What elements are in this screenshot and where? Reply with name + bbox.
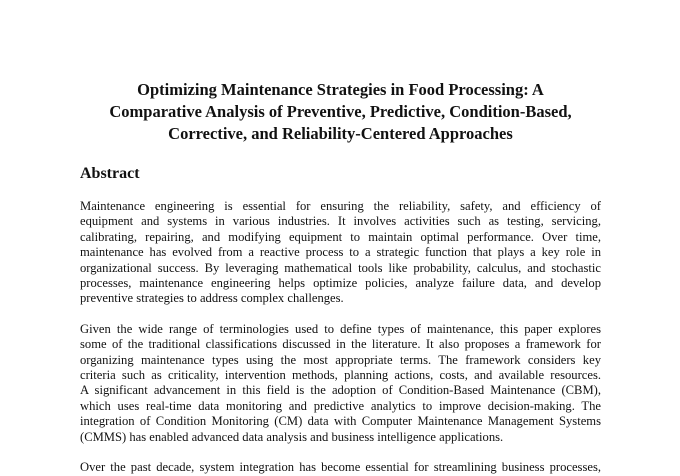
paragraph-line: integration of Condition Monitoring (CM) data with Computer Maintenance Management Systems xyxy=(80,414,601,429)
paragraph-line: calibrating, repairing, and modifying equipment to maintain optimal performance. Over time, xyxy=(80,229,601,244)
paragraph-line: Maintenance engineering is essential for ensuring the reliability, safety, and efficiency of xyxy=(80,199,601,213)
paragraph-line: Given the wide range of terminologies used to define types of maintenance, this paper explores xyxy=(80,321,601,336)
paragraph-line: organizational success. By leveraging mathematical tools like probability, calculus, and stochastic xyxy=(80,260,601,275)
title-line: Comparative Analysis of Preventive, Predictive, Condition-Based, xyxy=(109,102,572,121)
paper-title xyxy=(80,79,601,145)
paragraph-line: some of the traditional classifications discussed in the literature. It also proposes a framework for xyxy=(80,337,601,352)
paragraph-line: (CMMS) has enabled advanced data analysis and business intelligence applications. xyxy=(80,429,504,444)
paragraph-line: preventive strategies to address complex challenges. xyxy=(80,291,344,306)
abstract-paragraph-1 xyxy=(80,199,601,307)
abstract-paragraph-2 xyxy=(80,322,601,445)
title-line: Corrective, and Reliability-Centered Approaches xyxy=(168,124,513,143)
paragraph-line: processes, maintenance engineering helps optimize policies, analyze failure data, and develop xyxy=(80,276,601,291)
paper-page xyxy=(80,79,601,476)
paragraph-line: organizing maintenance types using the most appropriate terms. The framework considers key xyxy=(80,352,601,367)
paragraph-line: A significant advancement in this field is the adoption of Condition-Based Maintenance (CBM), xyxy=(80,383,601,398)
abstract-paragraph-3 xyxy=(80,460,601,475)
paragraph-line: maintenance has evolved from a reactive process to a strategic function that plays a key role in xyxy=(80,245,601,260)
title-line: Optimizing Maintenance Strategies in Food Processing: A xyxy=(137,80,544,99)
paragraph-line: criteria such as criticality, intervention methods, planning actions, costs, and available resources. xyxy=(80,368,601,383)
paragraph-line: which uses real-time data monitoring and predictive analytics to improve decision-making. The xyxy=(80,398,601,413)
paragraph-line: Over the past decade, system integration has become essential for streamlining business processes, xyxy=(80,460,601,475)
paragraph-line: equipment and systems in various industries. It involves activities such as testing, servicing, xyxy=(80,214,601,229)
abstract-heading: Abstract xyxy=(80,165,140,182)
